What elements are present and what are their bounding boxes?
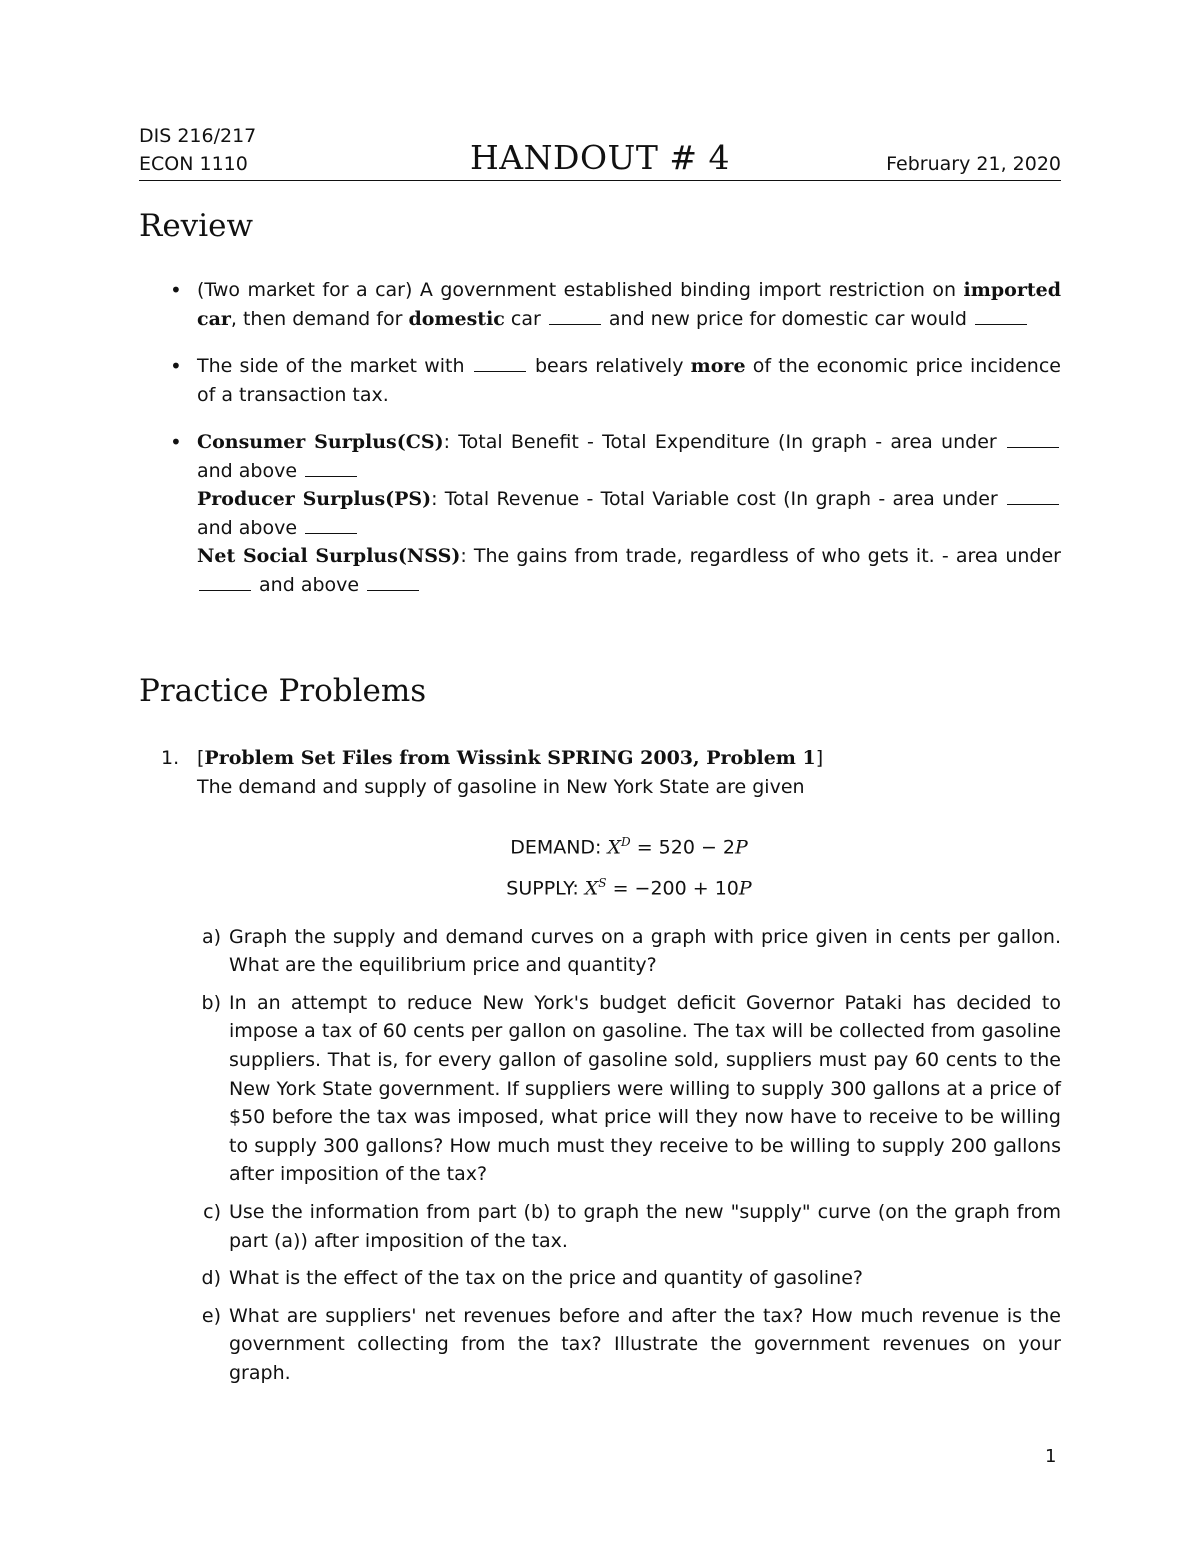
fill-blank <box>199 589 251 591</box>
text: : Total Benefit - Total Expenditure (In graph - area under <box>443 431 1005 453</box>
text: car <box>504 307 547 330</box>
course-section: DIS 216/217 <box>139 125 257 147</box>
bold-text: Net Social Surplus(NSS) <box>197 545 461 567</box>
var: P <box>735 836 748 859</box>
handout-page <box>139 118 1061 1384</box>
consumer-surplus-def <box>197 428 1061 485</box>
bold-text: more <box>690 355 746 377</box>
text: DEMAND: <box>510 836 608 859</box>
fill-blank <box>549 323 601 325</box>
review-item-import-restriction <box>139 276 1061 333</box>
problem-intro: The demand and supply of gasoline in New York State are given <box>197 776 805 798</box>
text: (Two market for a car) A government established binding import restriction on <box>197 279 964 301</box>
producer-surplus-def <box>197 485 1061 542</box>
text: ] <box>815 747 824 769</box>
handout-title: HANDOUT # 4 <box>470 138 730 177</box>
text: : The gains from trade, regardless of who gets it. - area under <box>460 545 1061 567</box>
review-item-surplus <box>139 428 1061 599</box>
equations <box>197 824 1061 907</box>
part-label: b) <box>201 991 221 1014</box>
text: , then demand for <box>230 307 409 330</box>
var: X <box>607 836 622 859</box>
text: and above <box>253 573 366 596</box>
handout-date: February 21, 2020 <box>886 153 1061 175</box>
part-text: What is the effect of the tax on the price and quantity of gasoline? <box>229 1267 863 1290</box>
part-text: Use the information from part (b) to graph the new "supply" curve (on the graph from part (a)) after imposition of the tax. <box>229 1201 1061 1252</box>
text: : Total Revenue - Total Variable cost (In graph - area under <box>431 488 1005 510</box>
problem-1 <box>139 744 1061 1397</box>
fill-blank <box>975 323 1027 325</box>
part-b <box>197 989 1061 1189</box>
part-e <box>197 1302 1061 1388</box>
part-label: d) <box>201 1267 221 1290</box>
text: SUPPLY: <box>506 877 585 900</box>
course-code: ECON 1110 <box>139 153 248 175</box>
practice-heading: Practice Problems <box>139 673 427 709</box>
document-header <box>139 118 1061 181</box>
bold-text: Consumer Surplus(CS) <box>197 431 444 453</box>
part-text: In an attempt to reduce New York's budget deficit Governor Pataki has decided to impose a tax of 60 cents per gallon on gasoline. The tax will be collected from gasoline suppliers. That is, for every gallon of gasoline sold, suppliers must pay 60 cents to the New York State government. If suppliers were willing to supply 300 gallons at a price of $50 before the tax was imposed, what price will they now have to receive to be willing to supply 300 gallons? How much must they receive to be willing to supply 200 gallons after imposition of the tax? <box>229 991 1061 1186</box>
fill-blank <box>1007 446 1059 448</box>
text: The side of the market with <box>197 355 472 377</box>
part-label: e) <box>201 1304 221 1327</box>
text: [ <box>197 747 205 769</box>
fill-blank <box>305 532 357 534</box>
problem-parts <box>197 923 1061 1388</box>
superscript: D <box>621 835 631 849</box>
text: bears relatively <box>527 355 691 377</box>
demand-equation <box>197 824 1061 865</box>
text: = −200 + 10 <box>606 877 739 900</box>
part-text: Graph the supply and demand curves on a graph with price given in cents per gallon. What are the equilibrium price and quantity? <box>229 925 1061 977</box>
text: of the economic price incidence of a transaction tax. <box>197 355 1061 406</box>
part-c <box>197 1198 1061 1255</box>
bold-text: domestic <box>408 307 505 330</box>
problem-title: Problem Set Files from Wissink SPRING 2003, Problem 1 <box>204 747 816 769</box>
text: and above <box>197 459 304 482</box>
text: and new price for domestic car would <box>602 307 974 330</box>
fill-blank <box>367 589 419 591</box>
problem-title-line <box>197 744 1061 773</box>
bold-text: imported car <box>197 279 1061 330</box>
part-label: c) <box>203 1201 221 1223</box>
part-a <box>197 923 1061 980</box>
review-heading: Review <box>139 208 253 244</box>
fill-blank <box>474 370 526 372</box>
net-social-surplus-def <box>197 542 1061 599</box>
problem-body <box>139 744 1061 1388</box>
part-text: What are suppliers' net revenues before and after the tax? How much revenue is the government collecting from the tax? Illustrate the government revenues on your graph. <box>229 1304 1061 1384</box>
review-list <box>139 276 1061 618</box>
supply-equation <box>197 865 1061 906</box>
var: P <box>738 877 752 900</box>
fill-blank <box>305 475 357 477</box>
page-number: 1 <box>1045 1446 1057 1467</box>
part-label: a) <box>201 925 221 948</box>
var: X <box>584 877 599 900</box>
fill-blank <box>1007 503 1059 505</box>
review-item-tax-incidence <box>139 352 1061 409</box>
text: and above <box>197 516 304 539</box>
bold-text: Producer Surplus(PS) <box>197 488 432 510</box>
part-d <box>197 1264 1061 1293</box>
superscript: S <box>598 876 607 891</box>
problem-number: 1. <box>161 747 180 769</box>
text: = 520 − 2 <box>630 836 736 859</box>
